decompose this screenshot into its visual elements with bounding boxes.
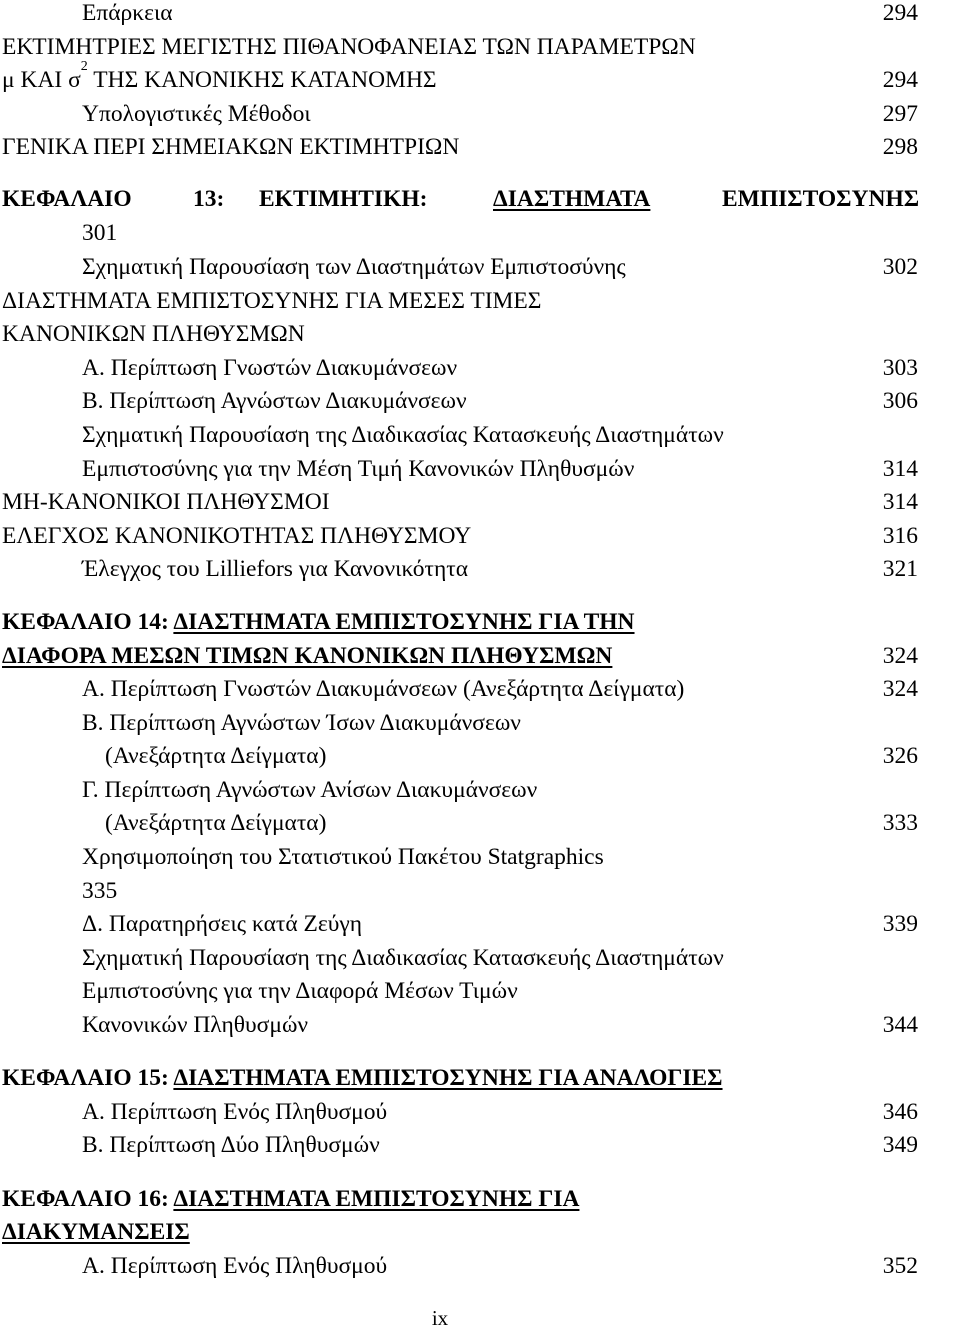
toc-entry (0, 773, 960, 807)
toc-entry (0, 284, 960, 318)
toc-entry (0, 0, 960, 30)
toc-entry-page: 326 (882, 743, 918, 769)
toc-entry (0, 840, 960, 874)
toc-entry (0, 130, 960, 164)
chapter-heading-word: ΚΕΦΑΛΑΙΟ (2, 186, 132, 212)
toc-entry-title: 335 (82, 878, 118, 904)
toc-entry-page: 344 (882, 1012, 918, 1038)
toc-entry (0, 907, 960, 941)
toc-entry (0, 1249, 960, 1283)
toc-entry (0, 59, 960, 97)
toc-entry-title: 301 (82, 220, 118, 246)
chapter-14-heading-cont (0, 639, 960, 673)
toc-entry-title: Β. Περίπτωση Αγνώστων Ίσων Διακυμάνσεων (82, 710, 521, 736)
toc-entry-title: (Ανεξάρτητα Δείγματα) (105, 743, 327, 769)
toc-entry-page: 324 (882, 676, 918, 702)
superscript: 2 (80, 59, 88, 74)
chapter-heading-word: ΕΜΠΙΣΤΟΣΥΝΗΣ (722, 186, 920, 212)
toc-entry-page: 302 (882, 254, 918, 280)
chapter-heading-word: ΔΙΑΣΤΗΜΑΤΑ (493, 186, 651, 212)
toc-entry (0, 706, 960, 740)
toc-entry-page: 314 (882, 456, 918, 482)
toc-entry-title: Σχηματική Παρουσίαση της Διαδικασίας Κατασκευής Διαστημάτων (82, 422, 724, 448)
page-number: ix (431, 1306, 449, 1330)
toc-entry (0, 351, 960, 385)
chapter-heading-prefix: ΚΕΦΑΛΑΙΟ 16: (2, 1186, 174, 1212)
toc-entry-page: 339 (882, 911, 918, 937)
toc-entry (0, 874, 960, 908)
chapter-heading-prefix: ΚΕΦΑΛΑΙΟ 14: (2, 609, 174, 635)
toc-entry-title (2, 59, 437, 97)
toc-entry-title: Κανονικών Πληθυσμών (82, 1012, 309, 1038)
toc-entry (0, 317, 960, 351)
chapter-heading-title: ΔΙΑΚΥΜΑΝΣΕΙΣ (2, 1219, 190, 1245)
toc-entry-title: Έλεγχος του Lilliefors για Κανονικότητα (82, 556, 469, 582)
chapter-16-heading (0, 1182, 960, 1216)
toc-entry-title: Εμπιστοσύνης για την Μέση Τιμή Κανονικών Πληθυσμών (82, 456, 635, 482)
chapter-heading-word: ΕΚΤΙΜΗΤΙΚΗ: (259, 186, 428, 212)
toc-entry-title: ΚΑΝΟΝΙΚΩΝ ΠΛΗΘΥΣΜΩΝ (2, 321, 305, 347)
toc-entry-title-post: ΤΗΣ ΚΑΝΟΝΙΚΗΣ ΚΑΤΑΝΟΜΗΣ (87, 67, 437, 93)
toc-entry-page: 306 (882, 388, 918, 414)
toc-entry-title: Γ. Περίπτωση Αγνώστων Ανίσων Διακυμάνσεων (82, 777, 538, 803)
toc-entry-title: Β. Περίπτωση Αγνώστων Διακυμάνσεων (82, 388, 467, 414)
toc-entry-title: Υπολογιστικές Μέθοδοι (82, 101, 311, 127)
toc-entry-title: Χρησιμοποίηση του Στατιστικού Πακέτου Statgraphics (82, 844, 604, 870)
toc-entry-title-pre: μ ΚΑΙ σ (2, 67, 81, 93)
toc-entry (0, 97, 960, 131)
toc-entry-title: Α. Περίπτωση Γνωστών Διακυμάνσεων (Ανεξάρτητα Δείγματα) (82, 676, 685, 702)
toc-entry-title: Β. Περίπτωση Δύο Πληθυσμών (82, 1132, 380, 1158)
toc-entry (0, 384, 960, 418)
toc-entry-page: 294 (882, 67, 918, 93)
toc-entry-title: ΕΚΤΙΜΗΤΡΙΕΣ ΜΕΓΙΣΤΗΣ ΠΙΘΑΝΟΦΑΝΕΙΑΣ ΤΩΝ ΠΑΡΑΜΕΤΡΩΝ (2, 34, 696, 60)
toc-entry (0, 941, 960, 975)
chapter-14-heading (0, 605, 960, 639)
chapter-15-heading (0, 1061, 960, 1095)
toc-entry-page: 314 (882, 489, 918, 515)
toc-entry (0, 418, 960, 452)
toc-entry-page: 324 (882, 643, 918, 669)
toc-entry (0, 30, 960, 64)
toc-entry-page: 352 (882, 1253, 918, 1279)
toc-entry (0, 739, 960, 773)
toc-entry-page: 349 (882, 1132, 918, 1158)
toc-entry (0, 806, 960, 840)
toc-entry-title: Σχηματική Παρουσίαση των Διαστημάτων Εμπιστοσύνης (82, 254, 626, 280)
toc-entry-title: (Ανεξάρτητα Δείγματα) (105, 810, 327, 836)
chapter-heading-text (2, 1061, 723, 1095)
toc-entry (0, 672, 960, 706)
toc-entry-page: 346 (882, 1099, 918, 1125)
toc-entry (0, 216, 960, 250)
toc-entry-page: 297 (882, 101, 918, 127)
toc-entry-title: Εμπιστοσύνης για την Διαφορά Μέσων Τιμών (82, 978, 518, 1004)
toc-entry-title: ΓΕΝΙΚΑ ΠΕΡΙ ΣΗΜΕΙΑΚΩΝ ΕΚΤΙΜΗΤΡΙΩΝ (2, 134, 460, 160)
chapter-heading-title: ΔΙΑΣΤΗΜΑΤΑ ΕΜΠΙΣΤΟΣΥΝΗΣ ΓΙΑ ΤΗΝ (173, 609, 635, 635)
toc-entry-title: Α. Περίπτωση Ενός Πληθυσμού (82, 1099, 388, 1125)
chapter-heading-text (2, 605, 635, 639)
toc-entry-page: 333 (882, 810, 918, 836)
toc-entry-title: Σχηματική Παρουσίαση της Διαδικασίας Κατασκευής Διαστημάτων (82, 945, 724, 971)
toc-entry (0, 1128, 960, 1162)
toc-entry (0, 452, 960, 486)
toc-entry (0, 485, 960, 519)
toc-entry (0, 1095, 960, 1129)
toc-entry (0, 974, 960, 1008)
toc-entry-title: Α. Περίπτωση Γνωστών Διακυμάνσεων (82, 355, 458, 381)
toc-entry-title: Επάρκεια (82, 0, 173, 26)
chapter-heading-text (2, 1182, 579, 1216)
toc-entry (0, 250, 960, 284)
toc-entry (0, 552, 960, 586)
toc-entry-page: 298 (882, 134, 918, 160)
chapter-heading-word: 13: (193, 186, 225, 212)
toc-entry-page: 321 (882, 556, 918, 582)
chapter-13-heading (0, 182, 960, 216)
chapter-16-heading-cont (0, 1215, 960, 1249)
toc-entry-page: 303 (882, 355, 918, 381)
toc-entry (0, 1008, 960, 1042)
chapter-heading-title: ΔΙΑΦΟΡΑ ΜΕΣΩΝ ΤΙΜΩΝ ΚΑΝΟΝΙΚΩΝ ΠΛΗΘΥΣΜΩΝ (2, 643, 613, 669)
chapter-heading-title: ΔΙΑΣΤΗΜΑΤΑ ΕΜΠΙΣΤΟΣΥΝΗΣ ΓΙΑ (173, 1186, 580, 1212)
toc-entry-title: ΕΛΕΓΧΟΣ ΚΑΝΟΝΙΚΟΤΗΤΑΣ ΠΛΗΘΥΣΜΟΥ (2, 523, 472, 549)
toc-entry-title: Δ. Παρατηρήσεις κατά Ζεύγη (82, 911, 363, 937)
toc-entry-page: 316 (882, 523, 918, 549)
toc-entry-title: ΔΙΑΣΤΗΜΑΤΑ ΕΜΠΙΣΤΟΣΥΝΗΣ ΓΙΑ ΜΕΣΕΣ ΤΙΜΕΣ (2, 288, 542, 314)
chapter-heading-title: ΔΙΑΣΤΗΜΑΤΑ ΕΜΠΙΣΤΟΣΥΝΗΣ ΓΙΑ ΑΝΑΛΟΓΙΕΣ (173, 1065, 723, 1091)
chapter-heading-prefix: ΚΕΦΑΛΑΙΟ 15: (2, 1065, 174, 1091)
toc-entry-title: ΜΗ-ΚΑΝΟΝΙΚΟΙ ΠΛΗΘΥΣΜΟΙ (2, 489, 330, 515)
toc-entry (0, 519, 960, 553)
toc-entry-title: Α. Περίπτωση Ενός Πληθυσμού (82, 1253, 388, 1279)
toc-entry-page: 294 (882, 0, 918, 26)
